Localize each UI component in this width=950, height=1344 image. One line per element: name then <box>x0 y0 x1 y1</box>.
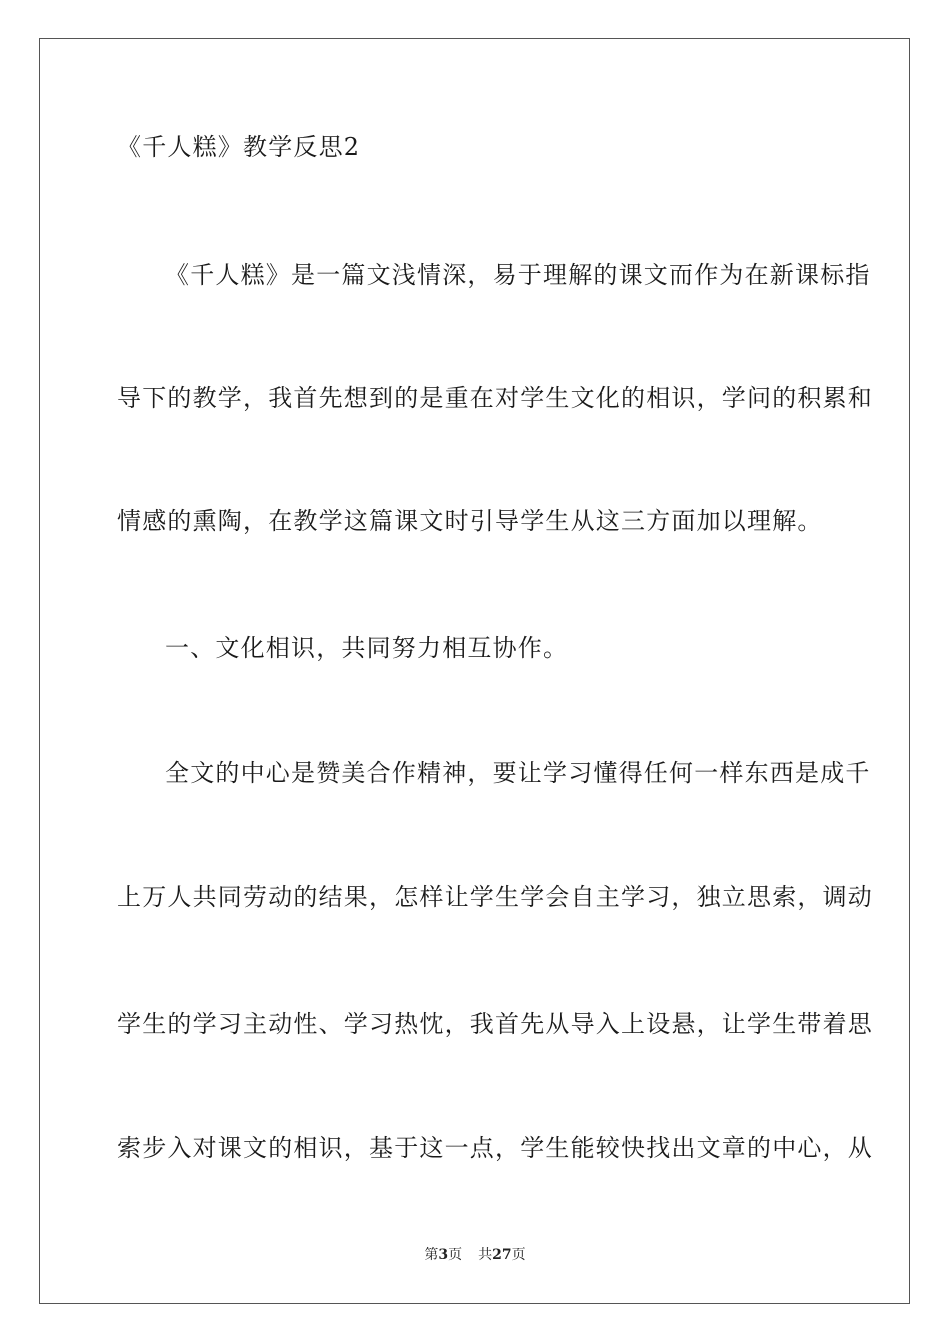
paragraph-line: 全文的中心是赞美合作精神，要让学习懂得任何一样东西是成千 <box>165 759 871 787</box>
paragraph-line: 情感的熏陶，在教学这篇课文时引导学生从这三方面加以理解。 <box>117 507 823 535</box>
total-pages: 27 <box>492 1247 512 1263</box>
total-suffix: 页 <box>511 1247 526 1263</box>
document-title: 《千人糕》教学反思2 <box>117 133 361 161</box>
page-prefix: 第 <box>424 1247 439 1263</box>
total-prefix: 共 <box>478 1247 493 1263</box>
page-suffix: 页 <box>448 1247 463 1263</box>
page-border <box>39 38 910 1304</box>
paragraph-line: 《千人糕》是一篇文浅情深，易于理解的课文而作为在新课标指 <box>165 261 871 289</box>
page-footer <box>0 1246 950 1264</box>
paragraph-line: 索步入对课文的相识，基于这一点，学生能较快找出文章的中心，从 <box>117 1134 873 1162</box>
section-heading: 一、文化相识，共同努力相互协作。 <box>165 634 569 662</box>
paragraph-line: 导下的教学，我首先想到的是重在对学生文化的相识，学问的积累和 <box>117 384 873 412</box>
paragraph-line: 上万人共同劳动的结果，怎样让学生学会自主学习，独立思索，调动 <box>117 883 873 911</box>
page-number: 3 <box>438 1247 449 1263</box>
paragraph-line: 学生的学习主动性、学习热忱，我首先从导入上设悬，让学生带着思 <box>117 1010 873 1038</box>
